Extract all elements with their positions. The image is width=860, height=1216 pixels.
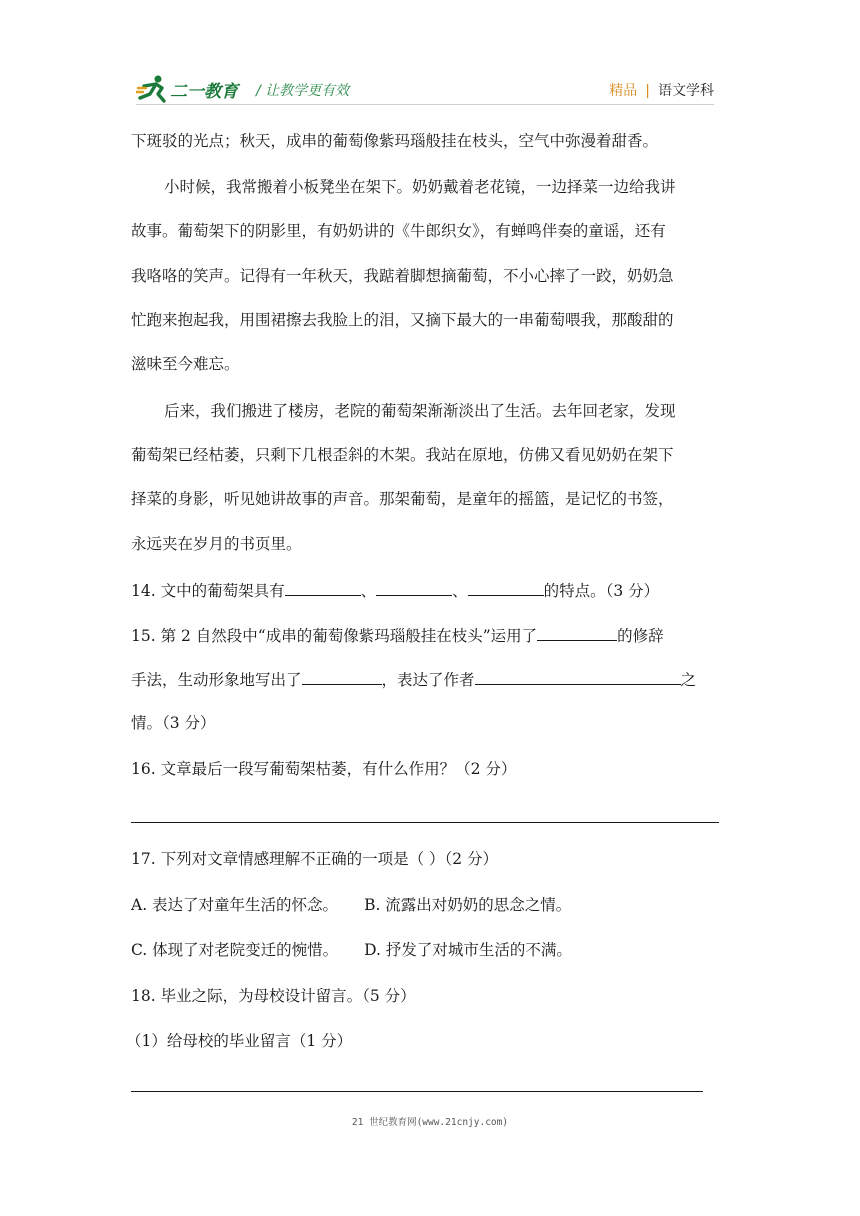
- q18-subquestion-1: （1）给母校的毕业留言（1 分）: [126, 1032, 353, 1050]
- q16-answer-line[interactable]: [131, 822, 719, 823]
- question-15: [131, 624, 664, 647]
- q15-blank-3[interactable]: [475, 668, 681, 685]
- header-tags: [609, 80, 714, 100]
- page-header: [136, 72, 714, 106]
- q17-option-b[interactable]: B. 流露出对奶奶的思念之情。: [364, 896, 572, 914]
- header-separator: |: [645, 83, 650, 99]
- q15-text-3: 手法，生动形象地写出了: [131, 671, 302, 689]
- question-16: 16. 文章最后一段写葡萄架枯萎，有什么作用？（2 分）: [131, 760, 517, 778]
- question-14: [131, 579, 659, 602]
- paragraph-2-line: 故事。葡萄架下的阴影里，有奶奶讲的《牛郎织女》，有蝉鸣伴奏的童谣，还有: [131, 222, 666, 240]
- logo-text: 二一教育: [170, 82, 238, 102]
- q15-text-2: 的修辞: [617, 627, 664, 645]
- q14-blank-2[interactable]: [376, 579, 452, 596]
- paragraph-2-line: 小时候，我常搬着小板凳坐在架下。奶奶戴着老花镜，一边择菜一边给我讲: [164, 178, 676, 196]
- quality-tag: 精品: [609, 83, 638, 99]
- runner-logo-icon: [136, 74, 170, 104]
- paragraph-3-line: 后来，我们搬进了楼房，老院的葡萄架渐渐淡出了生活。去年回老家，发现: [164, 402, 676, 420]
- q15-blank-1[interactable]: [537, 624, 617, 641]
- paragraph-3-line: 葡萄架已经枯萎，只剩下几根歪斜的木架。我站在原地，仿佛又看见奶奶在架下: [131, 446, 674, 464]
- subject-tag: 语文学科: [658, 83, 714, 99]
- q14-blank-3[interactable]: [468, 579, 544, 596]
- q14-sep-2: 、: [452, 582, 468, 600]
- slogan: / 让教学更有效: [256, 83, 350, 99]
- q17-option-a[interactable]: A. 表达了对童年生活的怀念。: [131, 896, 339, 914]
- q17-options-row-1: [131, 894, 571, 916]
- page-footer: 21 世纪教育网(www.21cnjy.com): [351, 1117, 509, 1128]
- question-15-line-3: 情。（3 分）: [131, 714, 216, 732]
- paragraph-2-line: 我咯咯的笑声。记得有一年秋天，我踮着脚想摘葡萄，不小心摔了一跤，奶奶急: [131, 267, 674, 285]
- q14-tail: 的特点。（3 分）: [543, 582, 660, 600]
- q14-sep-1: 、: [360, 582, 377, 600]
- q18-answer-line[interactable]: [131, 1091, 703, 1092]
- q14-blank-1[interactable]: [285, 579, 361, 596]
- header-divider: [136, 104, 714, 105]
- q17-options-row-2: [131, 939, 572, 961]
- paragraph-3-line: 永远夹在岁月的书页里。: [131, 535, 302, 553]
- q15-text-4: ，表达了作者: [381, 671, 475, 689]
- logo: [136, 72, 248, 104]
- paragraph-2-line: 滋味至今难忘。: [131, 355, 240, 373]
- paragraph-3-line: 择菜的身影，听见她讲故事的声音。那架葡萄，是童年的摇篮，是记忆的书签，: [131, 490, 674, 508]
- paragraph-2-line: 忙跑来抱起我，用围裙擦去我脸上的泪，又摘下最大的一串葡萄喂我，那酸甜的: [131, 311, 674, 329]
- q15-text: 15. 第 2 自然段中“成串的葡萄像紫玛瑙般挂在枝头”运用了: [131, 627, 538, 645]
- question-17: 17. 下列对文章情感理解不正确的一项是（ ）（2 分）: [131, 850, 499, 868]
- q17-option-c[interactable]: C. 体现了对老院变迁的惋惜。: [131, 941, 339, 959]
- question-15-line-2: [131, 668, 696, 691]
- paragraph-1-tail: 下斑驳的光点；秋天，成串的葡萄像紫玛瑙般挂在枝头，空气中弥漫着甜香。: [131, 132, 659, 150]
- q17-option-d[interactable]: D. 抒发了对城市生活的不满。: [364, 941, 572, 959]
- q14-text: 14. 文中的葡萄架具有: [131, 582, 285, 600]
- q15-text-5: 之: [680, 671, 697, 689]
- question-18: 18. 毕业之际，为母校设计留言。（5 分）: [131, 987, 416, 1005]
- q15-blank-2[interactable]: [302, 668, 382, 685]
